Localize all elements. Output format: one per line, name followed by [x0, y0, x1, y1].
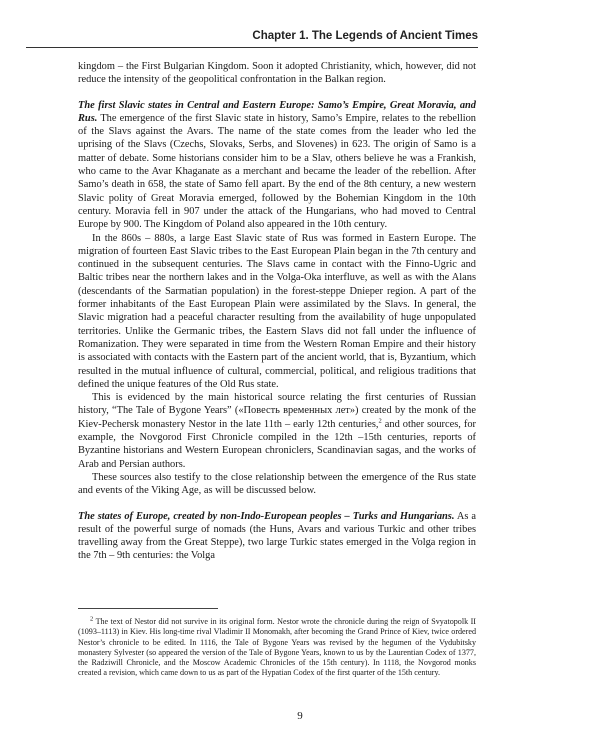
body-text: [78, 60, 476, 563]
section-heading-turks-hungarians: The states of Europe, created by non-Indo-European peoples – Turks and Hungarians.: [78, 510, 455, 522]
footnote-divider: [78, 608, 218, 609]
page-number: 9: [297, 710, 303, 722]
footnote-text: The text of Nestor did not survive in its original form. Nestor wrote the chronicle during the reign of Svyatopolk II (1093–1113) in Kiev. His long-time rival Vladimir II Monomakh, after becoming the Grand Prince of Kiev, twice ordered Nestor’s chronicle to be edited. In 1116, the Tale of Bygone Years was revised by the hegumen of the Vydubitsky monastery Sylvester (so appeared the version of the Tale of Bygone Years, known to us by the Laurentian Codex of 1377, the Radziwill Chronicle, and the Moscow Academic Chronicles of the 15th century). In 1118, the Novgorod monks created a revision, which came down to us as part of the Hypatian Codex of the first quarter of the 15th century.: [78, 617, 476, 678]
footnote-marker: 2: [90, 615, 94, 623]
paragraph-historical-source-tail: and other sources, for example, the Novgorod First Chronicle compiled in the 12th –15th centuries, reports of Byzantine historians and Western European chroniclers, Scandinavian sagas, and the works of Arab and Persian authors.: [78, 418, 476, 470]
paragraph-historical-source: [78, 391, 476, 471]
footnote-reference: 2: [378, 417, 382, 425]
paragraph-historical-source-text: This is evidenced by the main historical source relating the first centuries of Russian history, “The Tale of Bygone Years” («Повесть временных лет») created by the monk of the Kiev-Pechersk monastery Nestor in the late 11th – early 12th centuries,: [78, 392, 476, 430]
section-heading-slavic-states: The first Slavic states in Central and Eastern Europe: Samo’s Empire, Great Moravia, and Rus.: [78, 99, 476, 124]
chapter-title: Chapter 1. The Legends of Ancient Times: [252, 30, 478, 42]
paragraph-rus-formation: In the 860s – 880s, a large East Slavic state of Rus was formed in Eastern Europe. The migration of fourteen East Slavic tribes to the East European Plain began in the 7th century and continued in the subsequent centuries. The Slavs came in contact with the Finno-Ugric and Baltic tribes near the northern lakes and in the Volga-Oka interfluve, as well as with the Alans (descendants of the Sarmatian population) in the forest-steppe Dnieper region. A part of the former inhabitants of the East European Plain were assimilated by the Slavs. In general, the Slavic migration had a peaceful character resulting from the availability of huge unpopulated territories. Unlike the Germanic tribes, the Eastern Slavs did not fall under the influence of Romanization. They were separated in time from the Western Roman Empire and their history is associated with contacts with the Eastern part of the ancient world, that is, Byzantium, which resulted in the mutual influence of cultural, commercial, political, and religious traditions that defined the unique features of the Old Rus state.: [78, 232, 476, 390]
footnote: [78, 617, 476, 679]
paragraph-slavic-states-text: The emergence of the first Slavic state in history, Samo’s Empire, relates to the rebellion of the Slavs against the Avars. The name of the state comes from the leader who led the uprising of the Slavs (Czechs, Slovaks, Serbs, and Slovenes) in 623. The origin of Samo is a matter of debate. Some historians consider him to be a Slav, others believe he was a Frankish, who came to the Avar Khaganate as a merchant and became the leader of the rebellion. After Samo’s death in 658, the state of Samo fell apart. By the end of the 8th century, a new western Slavic polity of Great Moravia emerged, followed by the Bohemian Kingdom in the 10th century. Moravia fell in 907 under the attack of the Hungarians, who had moved to Central Europe by 900. The Kingdom of Poland also appeared in the 10th century.: [78, 112, 476, 231]
paragraph-viking-age: These sources also testify to the close relationship between the emergence of the Rus state and events of the Viking Age, as will be discussed below.: [78, 471, 476, 497]
paragraph-turks-hungarians-text: As a result of the powerful surge of nomads (the Huns, Avars and various Turkic and other tribes travelling away from the Great Steppe), two large Turkic states emerged in the Volga region in the 7th – 9th centuries: the Volga: [78, 510, 476, 562]
running-header: [26, 26, 478, 48]
footnote-text-block: [78, 617, 476, 679]
paragraph-slavic-states: [78, 99, 476, 232]
paragraph-turks-hungarians: [78, 510, 476, 563]
paragraph-kingdom: kingdom – the First Bulgarian Kingdom. Soon it adopted Christianity, which, however, did not reduce the intensity of the geopolitical confrontation in the Balkan region.: [78, 61, 476, 86]
